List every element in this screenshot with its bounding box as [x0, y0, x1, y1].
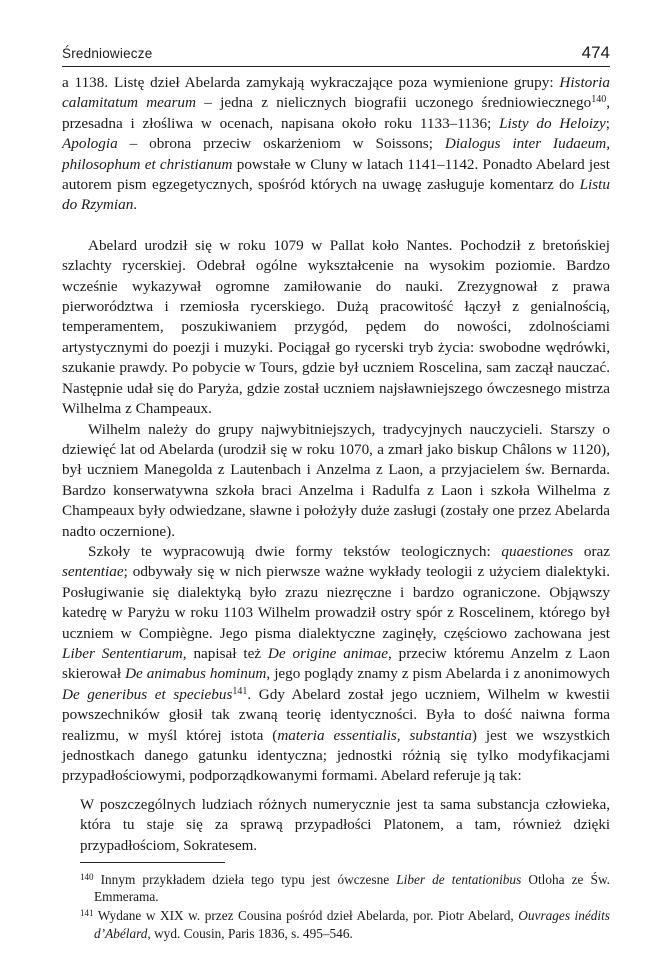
footnote-141: [80, 905, 610, 941]
paragraph-wilhelm: Wilhelm należy do grupy najwybitniejszych, tradycyjnych nauczycieli. Starszy o dziewięć lat od Abelarda (urodził się w roku 1070, a zmarł jako biskup Châlons w 1120), był uczniem Manegolda z Lautenbach i Anzelma z Laon, a przyjacielem św. Bernarda. Bardzo konserwatywna szkoła braci Anzelma i Radulfa z Laon i szkoła Wilhelma z Champeaux były odwiedzane, sławne i położyły duże zasługi (zostały one przez Abelarda nadto oczernione).: [62, 420, 610, 540]
text-run: ) jest we wszystkich jednostkach danego gatunku identyczna; jednostki różnią się tylko modyfikacjami przypadłościowymi, podporządkowanymi formami. Abelard referuje ją tak:: [62, 726, 610, 785]
footnote-140: [80, 869, 610, 905]
text-run: Innym przykładem dzieła tego typu jest ówczesne: [100, 872, 397, 887]
text-run: powstałe w Cluny w latach 1141–1142. Ponadto Abelard jest autorem pism egzegetycznych, spośród których na uwagę zasługuje komentarz do: [62, 155, 610, 194]
text-run: , przeciw któremu Anzelm z Laon skierował: [62, 644, 610, 683]
paragraph-abelard-biography: Abelard urodził się w roku 1079 w Pallat koło Nantes. Pochodził z bretońskiej szlachty rycerskiej. Odebrał ogólne wykształcenie na wysokim poziomie. Bardzo wcześnie wykazywał ogromne zamiłowanie do nauki. Zrezygnował z prawa pierworództwa i rzemiosła rycerskiego. Dużą pracowitość łączył z genialnością, temperamentem, poszukiwaniem przygód, pędem do nowości, zdolnościami artystycznymi do poezji i muzyki. Pociągał go rycerski tryb życia: swobodne wędrówki, szukanie prawdy. Po pobycie w Tours, gdzie był uczniem Roscelina, sam zaczął nauczać. Następnie udał się do Paryża, gdzie został uczniem najsławniejszego ówczesnego mistrza Wilhelma z Champeaux.: [62, 236, 610, 418]
title-historia-calamitatum: Historia calamitatum mearum: [62, 74, 610, 112]
title-liber-de-tentationibus: Liber de tentationibus: [396, 872, 522, 887]
title-liber-sententiarum: Liber Sententiarum: [62, 644, 183, 662]
text-run: .: [133, 196, 138, 214]
page-number: 474: [581, 43, 610, 62]
text-run: Otloha ze Św. Emmerama.: [94, 872, 611, 905]
text-run: a 1138. Listę dzieł Abelarda zamykają wykraczające poza wymienione grupy:: [62, 74, 560, 91]
paragraph-schools: [62, 542, 610, 787]
term-quaestiones: quaestiones: [501, 542, 574, 560]
text-run: oraz: [573, 542, 610, 560]
title-dialogus: Dialogus inter Iudaeum, philosophum et christianum: [62, 135, 610, 173]
text-run: Wydane w XIX w. przez Cousina pośród dzieł Abelarda, por. Piotr Abelard,: [97, 908, 519, 924]
paragraph-works-list: [62, 73, 610, 216]
footnote-number: 141: [80, 908, 94, 919]
text-run: , napisał też: [182, 644, 268, 662]
title-de-generibus: De generibus et speciebus: [62, 685, 233, 703]
text-run: ;: [605, 114, 610, 132]
text-run: , wyd. Cousin, Paris 1836, s. 495–546.: [147, 925, 353, 941]
text-run: – jedna z nielicznych biografii uczonego średniowiecznego: [195, 94, 592, 112]
footnote-ref-141: 141: [232, 685, 248, 697]
main-text: [62, 73, 610, 856]
text-run: , jego poglądy znamy z pism Abelarda i z anonimowych: [266, 665, 610, 683]
text-run: Szkoły te wypracowują dwie formy tekstów teologicznych:: [88, 542, 502, 560]
footnote-ref-140: 140: [591, 94, 607, 106]
footnotes: [80, 869, 610, 942]
footnote-rule: [80, 862, 225, 863]
title-listu-do-rzymian: Listu do Rzymian: [62, 176, 610, 214]
text-run: ; odbywały się w nich pierwsze ważne wykłady teologii z użyciem dialektyki. Posługiwanie się dialektyką było zrazu niezręczne i bardzo ograniczone. Objąwszy katedrę w Paryżu w roku 1103 Wilhelm prowadził ostry spór z Roscelinem, którego był uczniem w Compiègne. Jego pisma dialektyczne zaginęły, częściowo zachowana jest: [62, 563, 610, 642]
title-de-animabus-hominum: De animabus hominum: [125, 665, 267, 683]
paragraph-gap: [62, 216, 610, 236]
text-run: , przesadna i złośliwa w ocenach, napisana około roku 1133–1136;: [62, 94, 610, 132]
title-apologia: Apologia: [62, 135, 118, 153]
term-materia-essentialis: materia essentialis, substantia: [277, 726, 472, 744]
text-run: – obrona przeciw oskarżeniom w Soissons;: [117, 135, 445, 153]
header-rule: [62, 66, 610, 67]
footnote-number: 140: [80, 872, 94, 882]
text-run: . Gdy Abelard został jego uczniem, Wilhelm w kwestii powszechników głosił tak zwaną teorię identyczności. Była to dość naiwna forma realizmu, w myśl której istota (: [62, 685, 610, 744]
title-listy-do-heloizy: Listy do Heloizy: [499, 114, 606, 132]
term-sententiae: sententiae: [62, 563, 124, 581]
title-ouvrages-inedits: Ouvrages inédits d’Abélard: [94, 908, 610, 941]
page-header: [62, 43, 610, 66]
block-quote: W poszczególnych ludziach różnych numerycznie jest ta sama substancja człowieka, która tu staje się za sprawą przypadłości Platonem, a tam, również dzięki przypadłościom, Sokratesem.: [80, 796, 610, 854]
title-de-origine-animae: De origine animae: [267, 644, 388, 662]
running-title: Średniowiecze: [62, 46, 153, 61]
